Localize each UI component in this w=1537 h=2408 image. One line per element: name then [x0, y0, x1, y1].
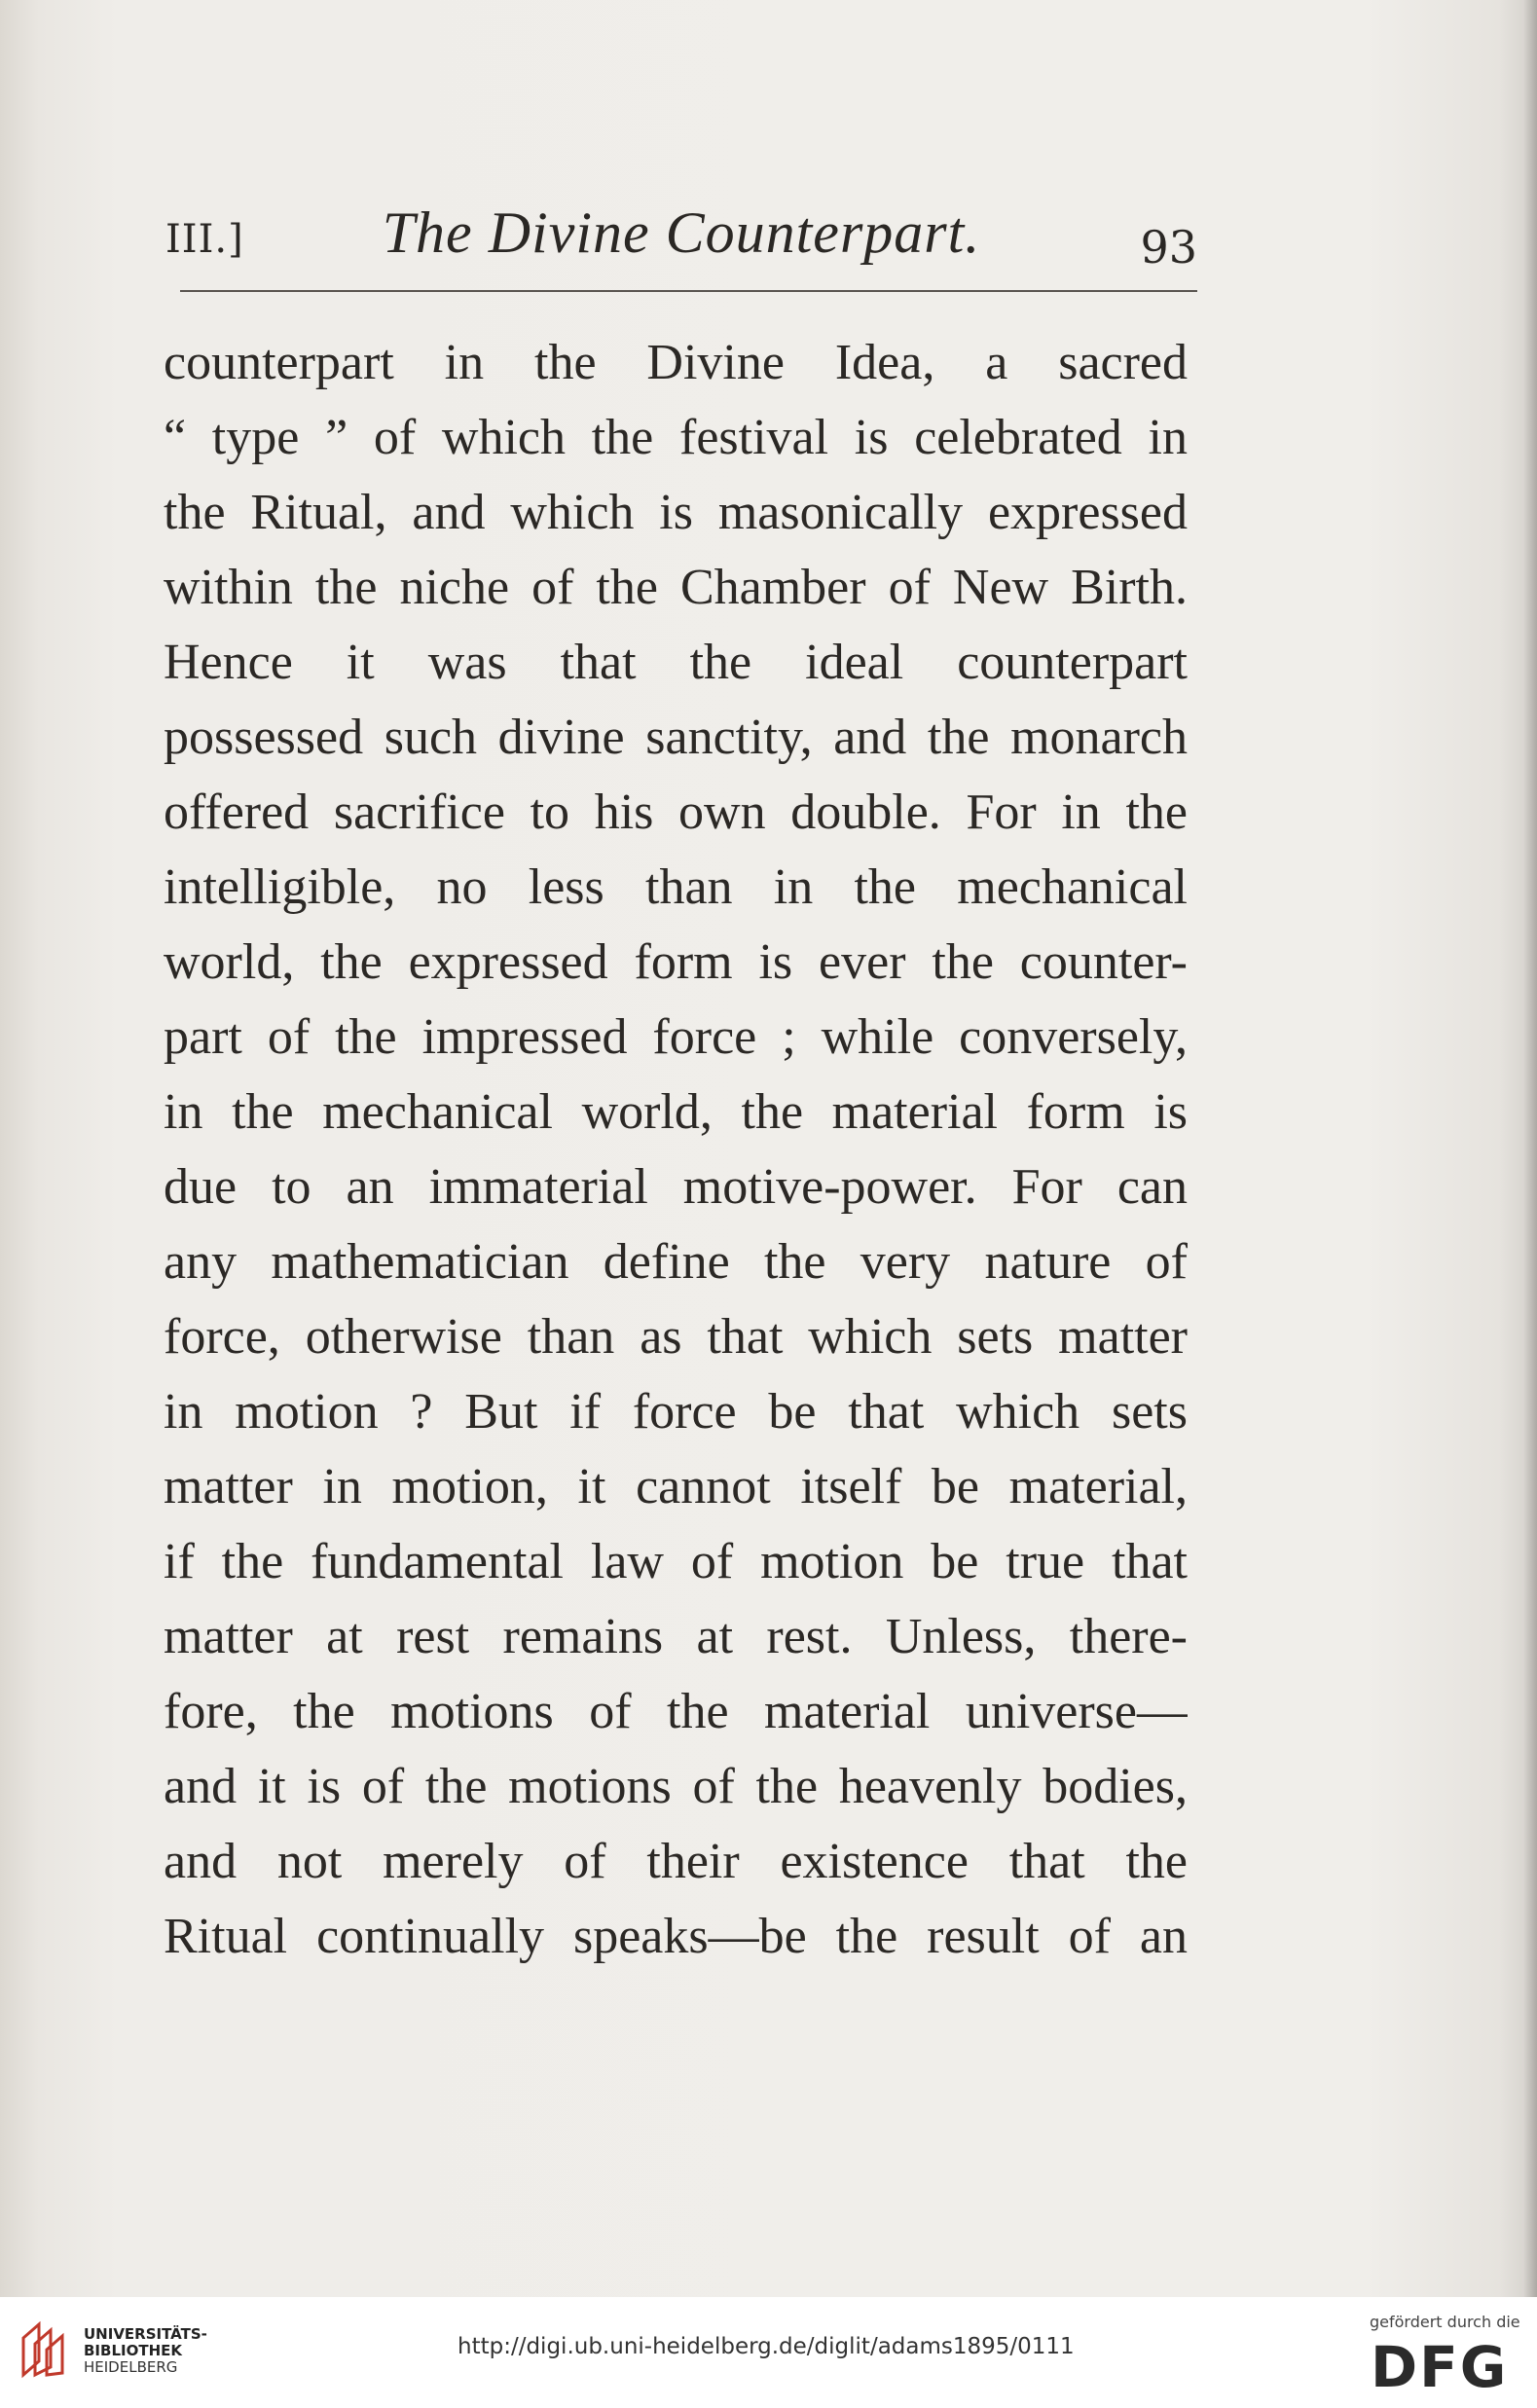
- running-head: [165, 200, 1197, 287]
- text-line: in the mechanical world, the material form is: [164, 1084, 1188, 1140]
- text-line: and not merely of their existence that the: [164, 1834, 1188, 1889]
- text-line: force, otherwise than as that which sets matter: [164, 1309, 1188, 1365]
- page-edge-shadow: [1523, 0, 1537, 2297]
- text-line: matter in motion, it cannot itself be material,: [164, 1459, 1188, 1514]
- library-name-line: UNIVERSITÄTS-: [84, 2325, 207, 2343]
- text-line: if the fundamental law of motion be true that: [164, 1534, 1188, 1589]
- library-name: [84, 2326, 207, 2376]
- text-line: counterpart in the Divine Idea, a sacred: [164, 335, 1188, 390]
- permalink-url[interactable]: http://digi.ub.uni-heidelberg.de/diglit/adams1895/0111: [457, 2334, 1075, 2359]
- library-name-line: BIBLIOTHEK: [84, 2342, 182, 2359]
- text-line: in motion ? But if force be that which sets: [164, 1384, 1188, 1440]
- funding-note: gefördert durch die: [1370, 2313, 1520, 2331]
- text-line: part of the impressed force ; while conversely,: [164, 1009, 1188, 1065]
- text-line: Ritual continually speaks—be the result of an: [164, 1909, 1188, 1964]
- library-logo-icon: [18, 2318, 72, 2381]
- page-number: 93: [1140, 221, 1197, 274]
- text-line: the Ritual, and which is masonically expressed: [164, 485, 1188, 540]
- library-name-line: HEIDELBERG: [84, 2358, 178, 2376]
- text-line: and it is of the motions of the heavenly bodies,: [164, 1759, 1188, 1814]
- dfg-logo: DFG: [1371, 2334, 1509, 2400]
- chapter-number: III.]: [165, 217, 244, 262]
- text-line: possessed such divine sanctity, and the monarch: [164, 710, 1188, 765]
- text-line: due to an immaterial motive-power. For can: [164, 1159, 1188, 1215]
- digitization-footer: [0, 2297, 1537, 2408]
- text-line: within the niche of the Chamber of New Birth.: [164, 560, 1188, 615]
- text-line: matter at rest remains at rest. Unless, there-: [164, 1609, 1188, 1664]
- text-line: fore, the motions of the material universe—: [164, 1684, 1188, 1739]
- header-rule: [180, 290, 1197, 292]
- text-line: Hence it was that the ideal counterpart: [164, 635, 1188, 690]
- text-line: intelligible, no less than in the mechanical: [164, 859, 1188, 915]
- body-text: [164, 325, 1188, 1974]
- text-line: “ type ” of which the festival is celebrated in: [164, 410, 1188, 465]
- text-line: world, the expressed form is ever the counter-: [164, 934, 1188, 990]
- text-line: offered sacrifice to his own double. For in the: [164, 784, 1188, 840]
- running-title: The Divine Counterpart.: [382, 201, 981, 265]
- text-line: any mathematician define the very nature of: [164, 1234, 1188, 1290]
